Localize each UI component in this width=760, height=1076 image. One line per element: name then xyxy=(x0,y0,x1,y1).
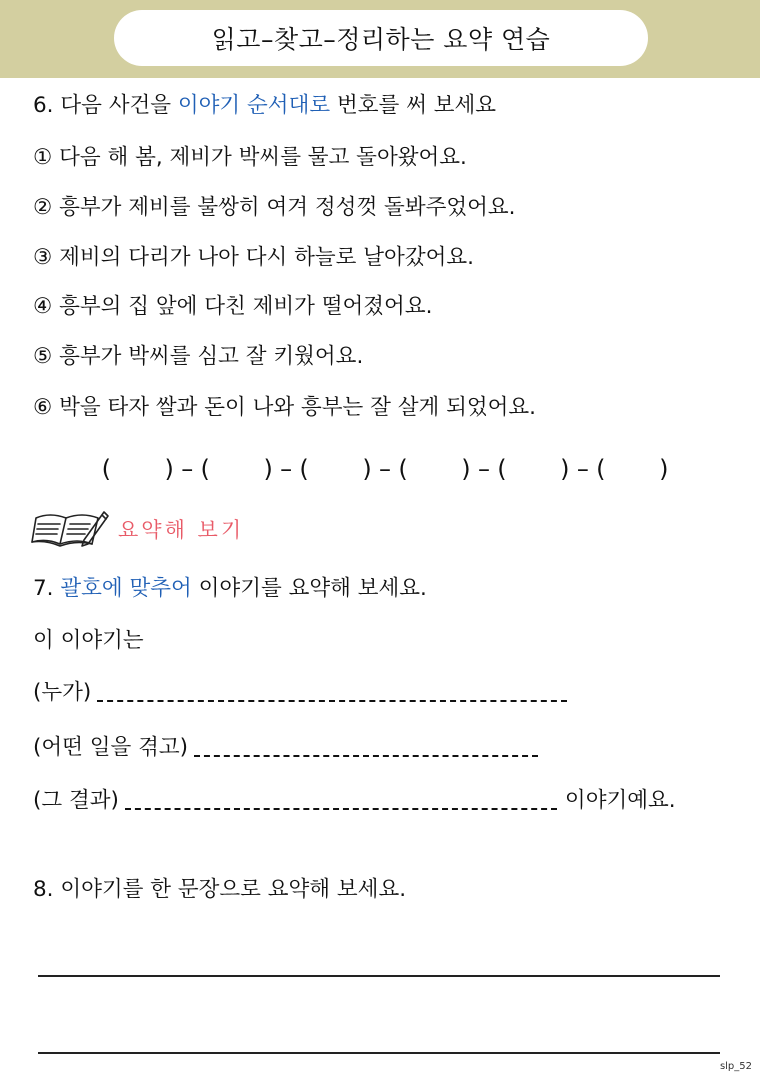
close-paren: ) xyxy=(362,455,372,483)
order-dash: – xyxy=(280,455,293,483)
q6-prompt-post: 번호를 써 보세요 xyxy=(336,93,497,118)
q8-prompt: 8. 이야기를 한 문장으로 요약해 보세요. xyxy=(33,877,407,902)
q7-result-row xyxy=(33,786,676,816)
q6-prompt-pre: 다음 사건을 xyxy=(60,93,172,118)
event-item-5: ⑤ 흥부가 박씨를 심고 잘 키웠어요. xyxy=(33,344,364,369)
open-paren: ( xyxy=(497,455,507,483)
page-footer: slp_52 xyxy=(719,1061,752,1072)
order-dash: – xyxy=(576,455,589,483)
close-paren: ) xyxy=(659,455,669,483)
event-item-1: ① 다음 해 봄, 제비가 박씨를 물고 돌아왔어요. xyxy=(33,145,467,170)
event-item-4: ④ 흥부의 집 앞에 다친 제비가 떨어졌어요. xyxy=(33,294,433,319)
q6-number: 6. xyxy=(33,93,54,118)
q6-prompt xyxy=(33,91,496,121)
event-item-6: ⑥ 박을 타자 쌀과 돈이 나와 흥부는 잘 살게 되었어요. xyxy=(33,395,536,420)
q7-prompt xyxy=(33,574,427,604)
open-paren: ( xyxy=(299,455,309,483)
close-paren: ) xyxy=(263,455,273,483)
event-item-2: ② 흥부가 제비를 불쌍히 여겨 정성껏 돌봐주었어요. xyxy=(33,195,516,220)
close-paren: ) xyxy=(164,455,174,483)
order-answer-row xyxy=(100,452,670,486)
event-item-3: ③ 제비의 다리가 나아 다시 하늘로 날아갔어요. xyxy=(33,245,474,270)
q7-prompt-highlight: 괄호에 맞추어 xyxy=(60,576,192,601)
close-paren: ) xyxy=(461,455,471,483)
order-dash: – xyxy=(181,455,194,483)
page-title-text: 읽고–찾고–정리하는 요약 연습 xyxy=(211,25,551,54)
who-answer-blank[interactable] xyxy=(97,684,567,702)
what-answer-blank[interactable] xyxy=(194,739,538,757)
open-paren: ( xyxy=(596,455,606,483)
result-label: (그 결과) xyxy=(33,788,119,813)
order-dash: – xyxy=(379,455,392,483)
q7-who-row xyxy=(33,678,575,708)
q7-prompt-post: 이야기를 요약해 보세요. xyxy=(198,576,427,601)
order-dash: – xyxy=(477,455,490,483)
close-paren: ) xyxy=(560,455,570,483)
answer-line-1[interactable] xyxy=(38,975,720,977)
who-label: (누가) xyxy=(33,680,92,705)
summary-label: 요약해 보기 xyxy=(118,518,245,542)
answer-line-2[interactable] xyxy=(38,1052,720,1054)
open-paren: ( xyxy=(398,455,408,483)
open-paren: ( xyxy=(200,455,210,483)
page-title xyxy=(114,10,648,66)
q7-what-row xyxy=(33,733,546,763)
what-label: (어떤 일을 겪고) xyxy=(33,735,189,760)
q6-prompt-highlight: 이야기 순서대로 xyxy=(177,93,331,118)
q7-number: 7. xyxy=(33,576,54,601)
result-answer-blank[interactable] xyxy=(125,792,557,810)
open-paren: ( xyxy=(101,455,111,483)
result-ending: 이야기예요. xyxy=(564,788,676,813)
q7-intro: 이 이야기는 xyxy=(33,628,144,653)
summary-heading xyxy=(30,506,244,552)
open-book-pencil-icon xyxy=(30,504,110,554)
